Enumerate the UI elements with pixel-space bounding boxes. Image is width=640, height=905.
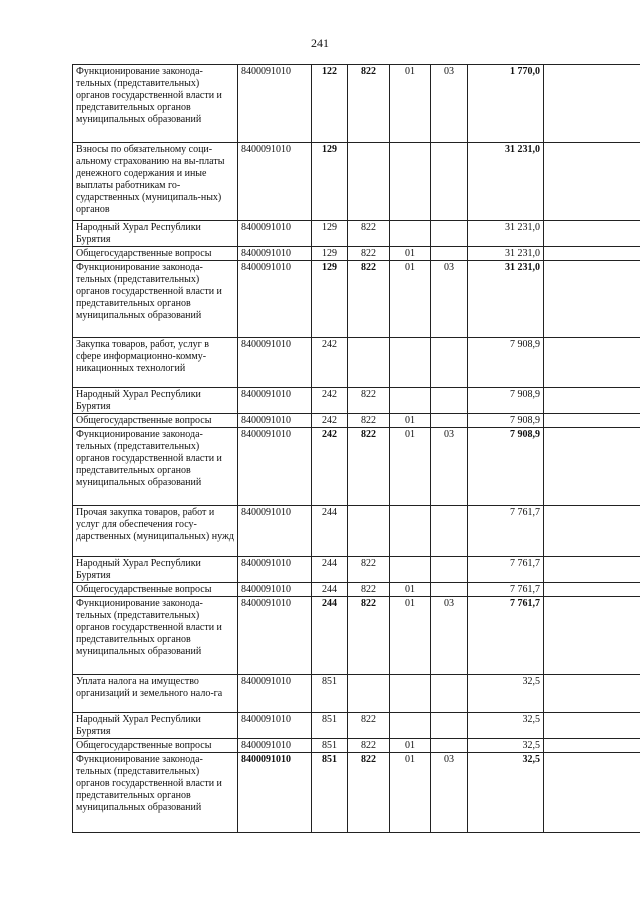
- row-name-cell: Функционирование законода-тельных (представительных) органов государственной власти и представительных органов муниципальных образований: [73, 261, 238, 338]
- table-row: [73, 261, 640, 338]
- row-sum-cell: 32,5: [468, 713, 544, 739]
- row-sum-cell: 7 908,9: [468, 414, 544, 428]
- row-rz-cell: [390, 675, 431, 713]
- row-gr-cell: 822: [348, 753, 390, 833]
- row-empty-cell: [544, 143, 640, 221]
- row-gr-cell: 822: [348, 65, 390, 143]
- page-number: 241: [311, 36, 329, 50]
- row-vr-cell: 129: [312, 247, 348, 261]
- row-pr-cell: 03: [431, 597, 468, 675]
- row-sum-cell: 7 908,9: [468, 338, 544, 388]
- row-rz-cell: 01: [390, 753, 431, 833]
- row-pr-cell: [431, 675, 468, 713]
- row-empty-cell: [544, 261, 640, 338]
- row-pr-cell: [431, 221, 468, 247]
- table-row: [73, 753, 640, 833]
- row-pr-cell: [431, 739, 468, 753]
- row-pr-cell: [431, 143, 468, 221]
- table-row: [73, 675, 640, 713]
- row-gr-cell: [348, 143, 390, 221]
- row-code-cell: 8400091010: [238, 65, 312, 143]
- row-code-cell: 8400091010: [238, 247, 312, 261]
- budget-table: [72, 64, 640, 833]
- row-sum-cell: 1 770,0: [468, 65, 544, 143]
- row-gr-cell: 822: [348, 713, 390, 739]
- row-sum-cell: 32,5: [468, 753, 544, 833]
- row-rz-cell: 01: [390, 247, 431, 261]
- row-empty-cell: [544, 428, 640, 506]
- table-row: [73, 247, 640, 261]
- row-gr-cell: 822: [348, 583, 390, 597]
- table-row: [73, 414, 640, 428]
- row-sum-cell: 31 231,0: [468, 143, 544, 221]
- row-vr-cell: 242: [312, 338, 348, 388]
- table-row: [73, 65, 640, 143]
- row-vr-cell: 242: [312, 414, 348, 428]
- row-gr-cell: 822: [348, 597, 390, 675]
- row-code-cell: 8400091010: [238, 583, 312, 597]
- row-gr-cell: [348, 338, 390, 388]
- row-name-cell: Функционирование законода-тельных (представительных) органов государственной власти и представительных органов муниципальных образований: [73, 597, 238, 675]
- row-vr-cell: 244: [312, 506, 348, 557]
- row-name-cell: Народный Хурал Республики Бурятия: [73, 557, 238, 583]
- row-vr-cell: 244: [312, 597, 348, 675]
- row-gr-cell: 822: [348, 428, 390, 506]
- table-row: [73, 428, 640, 506]
- row-gr-cell: 822: [348, 557, 390, 583]
- row-sum-cell: 7 761,7: [468, 506, 544, 557]
- row-rz-cell: 01: [390, 739, 431, 753]
- row-empty-cell: [544, 221, 640, 247]
- row-name-cell: Прочая закупка товаров, работ и услуг для обеспечения госу-дарственных (муниципальных) нужд: [73, 506, 238, 557]
- row-name-cell: Народный Хурал Республики Бурятия: [73, 388, 238, 414]
- row-gr-cell: 822: [348, 247, 390, 261]
- table-row: [73, 557, 640, 583]
- row-empty-cell: [544, 247, 640, 261]
- row-empty-cell: [544, 713, 640, 739]
- row-vr-cell: 122: [312, 65, 348, 143]
- row-empty-cell: [544, 65, 640, 143]
- row-name-cell: Закупка товаров, работ, услуг в сфере информационно-комму-никационных технологий: [73, 338, 238, 388]
- table-row: [73, 143, 640, 221]
- row-sum-cell: 31 231,0: [468, 221, 544, 247]
- row-gr-cell: 822: [348, 221, 390, 247]
- row-name-cell: Функционирование законода-тельных (представительных) органов государственной власти и представительных органов муниципальных образований: [73, 65, 238, 143]
- row-sum-cell: 32,5: [468, 739, 544, 753]
- row-empty-cell: [544, 675, 640, 713]
- row-empty-cell: [544, 597, 640, 675]
- row-rz-cell: 01: [390, 414, 431, 428]
- table-row: [73, 597, 640, 675]
- row-rz-cell: [390, 388, 431, 414]
- row-empty-cell: [544, 506, 640, 557]
- row-vr-cell: 242: [312, 428, 348, 506]
- row-code-cell: 8400091010: [238, 143, 312, 221]
- row-rz-cell: [390, 221, 431, 247]
- row-name-cell: Общегосударственные вопросы: [73, 414, 238, 428]
- row-name-cell: Общегосударственные вопросы: [73, 247, 238, 261]
- row-code-cell: 8400091010: [238, 753, 312, 833]
- row-sum-cell: 7 761,7: [468, 597, 544, 675]
- row-gr-cell: [348, 506, 390, 557]
- table-row: [73, 739, 640, 753]
- row-code-cell: 8400091010: [238, 221, 312, 247]
- row-code-cell: 8400091010: [238, 338, 312, 388]
- budget-table-body: [73, 65, 640, 833]
- row-gr-cell: 822: [348, 261, 390, 338]
- row-vr-cell: 129: [312, 221, 348, 247]
- row-name-cell: Общегосударственные вопросы: [73, 739, 238, 753]
- row-empty-cell: [544, 557, 640, 583]
- row-sum-cell: 7 761,7: [468, 583, 544, 597]
- row-sum-cell: 32,5: [468, 675, 544, 713]
- row-rz-cell: 01: [390, 261, 431, 338]
- row-rz-cell: 01: [390, 428, 431, 506]
- row-code-cell: 8400091010: [238, 261, 312, 338]
- table-row: [73, 713, 640, 739]
- row-rz-cell: 01: [390, 65, 431, 143]
- row-rz-cell: [390, 506, 431, 557]
- row-code-cell: 8400091010: [238, 506, 312, 557]
- row-pr-cell: [431, 247, 468, 261]
- row-code-cell: 8400091010: [238, 739, 312, 753]
- row-vr-cell: 851: [312, 675, 348, 713]
- row-pr-cell: [431, 338, 468, 388]
- row-sum-cell: 7 908,9: [468, 388, 544, 414]
- row-rz-cell: 01: [390, 597, 431, 675]
- row-pr-cell: [431, 506, 468, 557]
- row-name-cell: Функционирование законода-тельных (представительных) органов государственной власти и представительных органов муниципальных образований: [73, 428, 238, 506]
- row-sum-cell: 7 908,9: [468, 428, 544, 506]
- row-vr-cell: 242: [312, 388, 348, 414]
- row-rz-cell: 01: [390, 583, 431, 597]
- row-empty-cell: [544, 739, 640, 753]
- row-vr-cell: 244: [312, 557, 348, 583]
- row-rz-cell: [390, 338, 431, 388]
- row-code-cell: 8400091010: [238, 597, 312, 675]
- row-pr-cell: 03: [431, 428, 468, 506]
- table-row: [73, 583, 640, 597]
- table-row: [73, 338, 640, 388]
- row-gr-cell: 822: [348, 739, 390, 753]
- row-vr-cell: 851: [312, 713, 348, 739]
- row-name-cell: Уплата налога на имущество организаций и земельного нало-га: [73, 675, 238, 713]
- row-pr-cell: [431, 388, 468, 414]
- row-sum-cell: 7 761,7: [468, 557, 544, 583]
- row-vr-cell: 851: [312, 753, 348, 833]
- row-code-cell: 8400091010: [238, 713, 312, 739]
- row-rz-cell: [390, 143, 431, 221]
- row-sum-cell: 31 231,0: [468, 247, 544, 261]
- table-row: [73, 221, 640, 247]
- row-empty-cell: [544, 753, 640, 833]
- row-pr-cell: [431, 557, 468, 583]
- row-empty-cell: [544, 414, 640, 428]
- row-empty-cell: [544, 583, 640, 597]
- row-vr-cell: 851: [312, 739, 348, 753]
- row-gr-cell: [348, 675, 390, 713]
- row-name-cell: Народный Хурал Республики Бурятия: [73, 713, 238, 739]
- table-row: [73, 506, 640, 557]
- row-code-cell: 8400091010: [238, 428, 312, 506]
- row-name-cell: Общегосударственные вопросы: [73, 583, 238, 597]
- row-pr-cell: [431, 713, 468, 739]
- row-vr-cell: 129: [312, 143, 348, 221]
- row-name-cell: Народный Хурал Республики Бурятия: [73, 221, 238, 247]
- row-name-cell: Функционирование законода-тельных (представительных) органов государственной власти и представительных органов муниципальных образований: [73, 753, 238, 833]
- row-rz-cell: [390, 713, 431, 739]
- row-pr-cell: 03: [431, 753, 468, 833]
- row-empty-cell: [544, 338, 640, 388]
- row-pr-cell: 03: [431, 65, 468, 143]
- row-vr-cell: 129: [312, 261, 348, 338]
- row-name-cell: Взносы по обязательному соци-альному страхованию на вы-платы денежного содержания и иные выплаты работникам го-сударственных (муниципаль-ных) органов: [73, 143, 238, 221]
- row-code-cell: 8400091010: [238, 388, 312, 414]
- row-vr-cell: 244: [312, 583, 348, 597]
- row-pr-cell: [431, 414, 468, 428]
- row-rz-cell: [390, 557, 431, 583]
- row-gr-cell: 822: [348, 414, 390, 428]
- row-pr-cell: 03: [431, 261, 468, 338]
- row-sum-cell: 31 231,0: [468, 261, 544, 338]
- row-code-cell: 8400091010: [238, 414, 312, 428]
- row-code-cell: 8400091010: [238, 675, 312, 713]
- table-row: [73, 388, 640, 414]
- row-gr-cell: 822: [348, 388, 390, 414]
- row-pr-cell: [431, 583, 468, 597]
- row-code-cell: 8400091010: [238, 557, 312, 583]
- row-empty-cell: [544, 388, 640, 414]
